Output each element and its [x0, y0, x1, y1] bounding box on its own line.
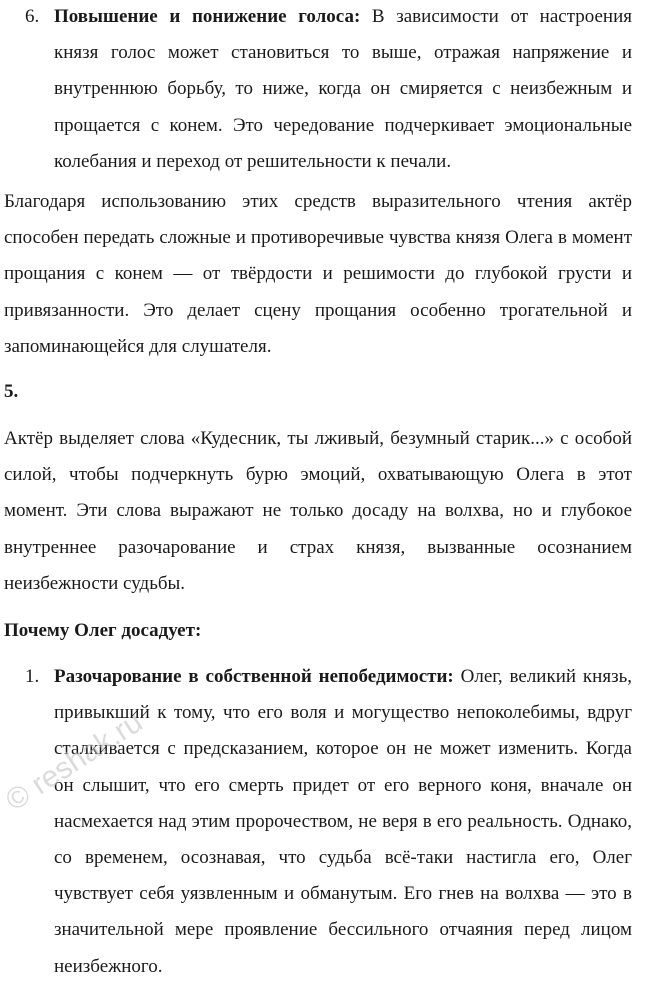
section-number: 5.: [4, 381, 19, 402]
watermark-copyright-icon: ©: [0, 777, 37, 818]
list-item-text: Олег, великий князь, привыкший к тому, что его воля и могущество непоколебимы, вдруг сталкивается с предсказанием, которое он не может изменить. Когда он слышит, что его смерть придет от его верного коня, вначале он насмехается над этим пророчеством, не веря в его реальность. Однако, со временем, осознавая, что судьба всё-таки настигла его, Олег чувствует себя уязвленным и обманутым. Его гнев на волхва — это в значительной мере проявление бессильного отчаяния перед лицом неизбежного.: [54, 666, 632, 977]
list-item-text: В зависимости от настроения князя голос может становиться то выше, отражая напряжение и внутреннюю борьбу, то ниже, когда он смиряется с неизбежным и прощается с конем. Это чередование подчеркивает эмоциональные колебания и переход от решительности к печали.: [54, 6, 632, 172]
summary-paragraph: Благодаря использованию этих средств выразительного чтения актёр способен передать сложные и противоречивые чувства князя Олега в момент прощания с конем — от твёрдости и решимости до глубокой грусти и привязанности. Это делает сцену прощания особенно трогательной и запоминающейся для слушателя.: [4, 191, 632, 357]
list-item-6: [25, 0, 632, 180]
list-item-1: [25, 659, 632, 985]
watermark-text: reshak.ru: [25, 705, 149, 802]
subheading: Почему Олег досадует:: [4, 620, 202, 641]
section-paragraph: Актёр выделяет слова «Кудесник, ты лживый, безумный старик...» с особой силой, чтобы подчеркнуть бурю эмоций, охватывающую Олега в этот момент. Эти слова выражают не только досаду на волхва, но и глубокое внутреннее разочарование и страх князя, вызванные осознанием неизбежности судьбы.: [4, 428, 632, 594]
list-number: 6.: [25, 6, 40, 27]
list-number: 1.: [25, 666, 40, 687]
list-item-title: Повышение и понижение голоса:: [54, 6, 361, 27]
list-item-title: Разочарование в собственной непобедимости:: [54, 666, 454, 687]
